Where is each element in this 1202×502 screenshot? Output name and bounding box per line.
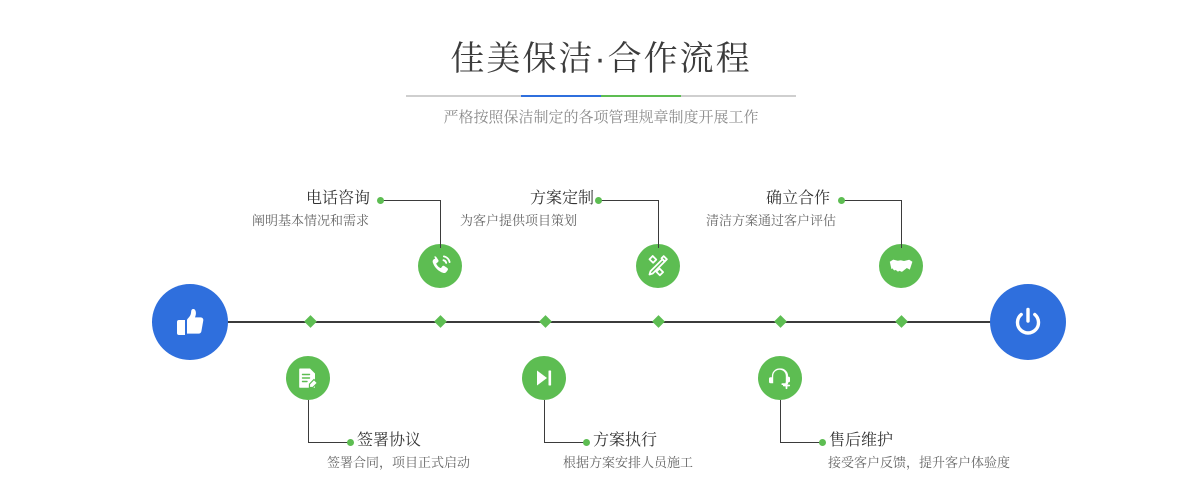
step-connector-2-horizontal bbox=[308, 442, 350, 443]
page-title: 佳美保洁·合作流程 bbox=[450, 40, 752, 78]
step-desc-6: 接受客户反馈，提升客户体验度 bbox=[828, 455, 1011, 470]
step-connector-6-horizontal bbox=[780, 442, 822, 443]
step-connector-5-horizontal bbox=[841, 200, 901, 201]
step-title-5: 确立合作 bbox=[765, 190, 830, 207]
step-icon-1 bbox=[418, 244, 462, 288]
customer-service-add-icon bbox=[767, 365, 793, 391]
end-endpoint bbox=[990, 284, 1066, 360]
step-title-6: 售后维护 bbox=[829, 432, 894, 449]
timeline-node-1 bbox=[304, 315, 317, 328]
step-connector-5-vertical bbox=[901, 200, 902, 248]
step-label-4 bbox=[563, 430, 694, 474]
step-tip-dot-5 bbox=[838, 197, 845, 204]
title-divider-right bbox=[681, 95, 796, 97]
step-connector-4-horizontal bbox=[544, 442, 586, 443]
phone-call-icon bbox=[427, 253, 453, 279]
thumbs-up-icon bbox=[170, 302, 210, 342]
timeline-node-3 bbox=[539, 315, 552, 328]
step-icon-3 bbox=[636, 244, 680, 288]
step-desc-3: 为客户提供项目策划 bbox=[460, 213, 578, 228]
start-endpoint bbox=[152, 284, 228, 360]
title-divider-blue bbox=[521, 95, 601, 97]
document-edit-icon bbox=[295, 365, 321, 391]
step-label-2 bbox=[327, 430, 471, 474]
step-icon-2 bbox=[286, 356, 330, 400]
step-icon-6 bbox=[758, 356, 802, 400]
step-tip-dot-6 bbox=[819, 439, 826, 446]
step-tip-dot-2 bbox=[347, 439, 354, 446]
step-title-3: 方案定制 bbox=[529, 190, 594, 207]
power-icon bbox=[1008, 302, 1048, 342]
step-desc-5: 清洁方案通过客户评估 bbox=[706, 213, 837, 228]
step-connector-4-vertical bbox=[544, 400, 545, 442]
step-title-2: 签署协议 bbox=[357, 432, 422, 449]
title-divider-green bbox=[601, 95, 681, 97]
step-tip-dot-4 bbox=[583, 439, 590, 446]
step-connector-1-vertical bbox=[440, 200, 441, 248]
step-connector-3-vertical bbox=[658, 200, 659, 248]
handshake-icon bbox=[888, 253, 914, 279]
step-desc-2: 签署合同，项目正式启动 bbox=[327, 455, 471, 470]
title-divider-left bbox=[406, 95, 521, 97]
step-connector-2-vertical bbox=[308, 400, 309, 442]
step-connector-3-horizontal bbox=[598, 200, 658, 201]
timeline-node-5 bbox=[774, 315, 787, 328]
timeline-axis bbox=[152, 321, 1050, 323]
step-title-1: 电话咨询 bbox=[305, 190, 370, 207]
pen-ruler-icon bbox=[645, 253, 671, 279]
step-tip-dot-3 bbox=[595, 197, 602, 204]
step-icon-4 bbox=[522, 356, 566, 400]
step-desc-4: 根据方案安排人员施工 bbox=[563, 455, 694, 470]
step-desc-1: 阐明基本情况和需求 bbox=[252, 213, 370, 228]
step-tip-dot-1 bbox=[377, 197, 384, 204]
step-title-4: 方案执行 bbox=[593, 432, 658, 449]
play-forward-icon bbox=[532, 366, 556, 390]
timeline-node-6 bbox=[895, 315, 908, 328]
step-connector-1-horizontal bbox=[380, 200, 440, 201]
page-subtitle: 严格按照保洁制定的各项管理规章制度开展工作 bbox=[443, 109, 759, 126]
step-label-6 bbox=[829, 430, 1010, 474]
timeline-node-4 bbox=[652, 315, 665, 328]
step-icon-5 bbox=[879, 244, 923, 288]
step-connector-6-vertical bbox=[780, 400, 781, 442]
timeline-node-2 bbox=[434, 315, 447, 328]
